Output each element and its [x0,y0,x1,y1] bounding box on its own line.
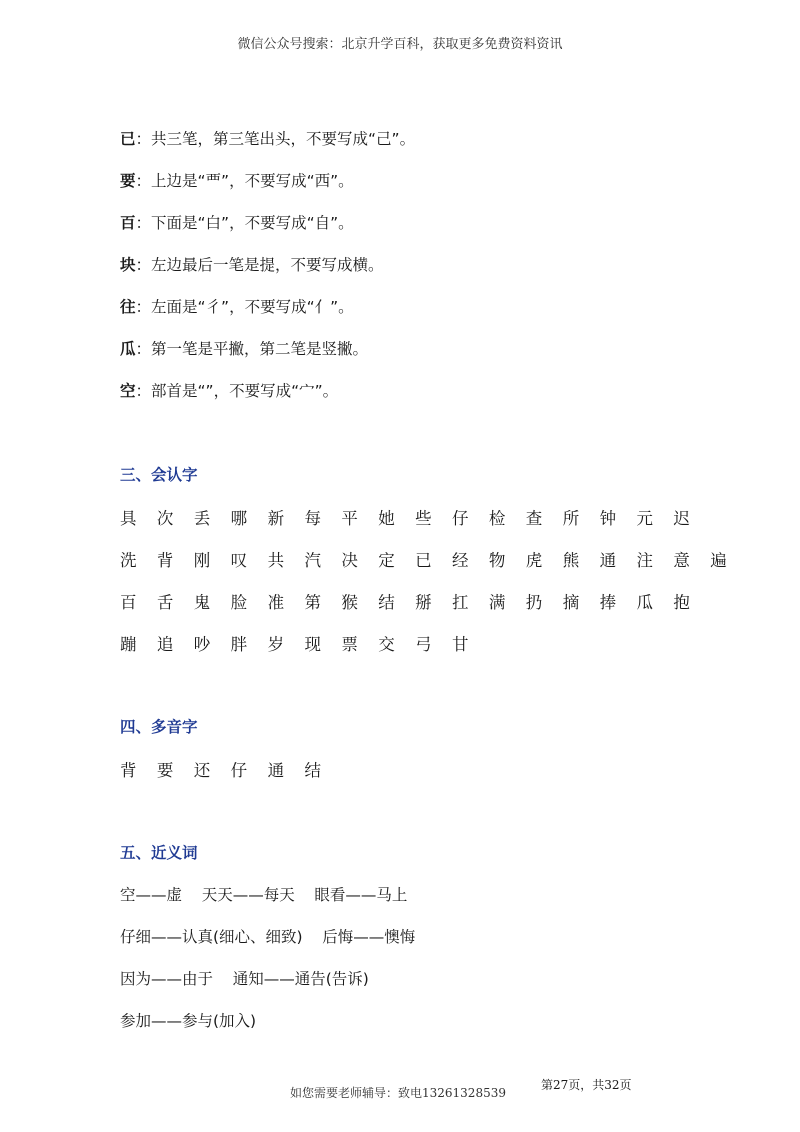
note-line [120,211,354,233]
note-line [120,253,384,275]
char-item: 还 [193,761,211,780]
char-item: 经 [452,551,469,570]
note-line [120,379,338,401]
char-item: 决 [341,551,358,570]
char-item: 岁 [267,635,285,654]
char-item: 弓 [415,635,432,654]
char-item: 元 [636,509,653,528]
note-line [120,127,415,149]
note-char: 要 [120,172,136,190]
char-item: 次 [156,509,174,528]
char-item: 鬼 [193,593,211,612]
char-item: 通 [599,551,617,570]
char-item: 结 [378,593,395,612]
char-item: 哪 [230,509,248,528]
char-item: 具 [120,509,137,528]
synonym-line: 因为——由于 通知——通告(告诉) [120,970,369,988]
note-text: ：左面是“彳”，不要写成“亻”。 [135,298,354,316]
char-item: 叹 [230,551,248,570]
char-item: 仔 [452,509,469,528]
char-item: 甘 [452,635,469,654]
note-char: 往 [120,298,136,316]
char-item: 脸 [230,593,248,612]
char-item: 现 [304,635,321,654]
char-item: 摘 [562,593,580,612]
char-item: 追 [156,635,174,654]
section-title-synonyms: 五、近义词 [120,844,198,862]
char-item: 遍 [710,551,727,570]
char-item: 掰 [415,593,432,612]
char-item: 每 [304,509,321,528]
note-char: 空 [120,382,136,400]
char-item: 扛 [452,593,469,612]
char-item: 捧 [599,593,617,612]
page-number: 第27页，共32页 [541,1078,632,1092]
char-item: 丢 [193,509,211,528]
char-row [120,757,341,781]
char-item: 洗 [120,551,137,570]
char-item: 仔 [230,761,248,780]
char-row [120,631,489,655]
char-item: 第 [304,593,321,612]
char-item: 结 [304,761,321,780]
char-item: 定 [378,551,395,570]
char-item: 查 [525,509,543,528]
char-item: 注 [636,551,653,570]
char-row [120,589,710,613]
synonym-line: 仔细——认真(细心、细致) 后悔——懊悔 [120,928,416,946]
note-char: 块 [120,256,136,274]
char-item: 票 [341,635,358,654]
char-item: 她 [378,509,395,528]
char-item: 新 [267,509,285,528]
char-row [120,505,710,529]
char-item: 准 [267,593,285,612]
char-item: 熊 [562,551,580,570]
char-item: 背 [156,551,174,570]
note-char: 已 [120,130,136,148]
char-item: 迟 [673,509,690,528]
char-item: 平 [341,509,358,528]
char-item: 背 [120,761,137,780]
note-text: ：共三笔，第三笔出头，不要写成“己”。 [135,130,416,148]
synonym-line: 空——虚 天天——每天 眼看——马上 [120,886,408,904]
note-line [120,295,354,317]
char-item: 要 [156,761,174,780]
char-item: 钟 [599,509,617,528]
section-title-polyphonic: 四、多音字 [120,718,198,736]
char-item: 物 [488,551,506,570]
char-item: 舌 [156,593,174,612]
char-item: 汽 [304,551,321,570]
char-item: 胖 [230,635,248,654]
footer-contact: 如您需要老师辅导：致电13261328539 [290,1086,506,1100]
char-item: 虎 [525,551,543,570]
char-item: 满 [488,593,506,612]
char-item: 通 [267,761,285,780]
char-item: 意 [673,551,690,570]
char-item: 瓜 [636,593,653,612]
char-item: 所 [562,509,580,528]
char-item: 交 [378,635,395,654]
char-item: 些 [415,509,432,528]
note-line [120,169,354,191]
note-char: 百 [120,214,136,232]
note-line [120,337,368,359]
char-item: 猴 [341,593,358,612]
char-item: 抱 [673,593,690,612]
char-item: 百 [120,593,137,612]
note-text: ：部首是“”，不要写成“宀”。 [135,382,339,400]
note-text: ：下面是“白”，不要写成“自”。 [135,214,354,232]
char-item: 吵 [193,635,211,654]
char-item: 蹦 [120,635,137,654]
synonym-line: 参加——参与(加入) [120,1012,257,1030]
char-item: 扔 [525,593,543,612]
char-item: 已 [415,551,432,570]
page-header: 微信公众号搜索：北京升学百科，获取更多免费资料资讯 [237,37,563,52]
section-title-recognize: 三、会认字 [120,466,198,484]
char-row [120,547,747,571]
note-char: 瓜 [120,340,136,358]
char-item: 刚 [193,551,211,570]
note-text: ：第一笔是平撇，第二笔是竖撇。 [135,340,369,358]
char-item: 共 [267,551,285,570]
note-text: ：左边最后一笔是提，不要写成横。 [135,256,384,274]
note-text: ：上边是“覀”，不要写成“西”。 [135,172,354,190]
char-item: 检 [488,509,506,528]
